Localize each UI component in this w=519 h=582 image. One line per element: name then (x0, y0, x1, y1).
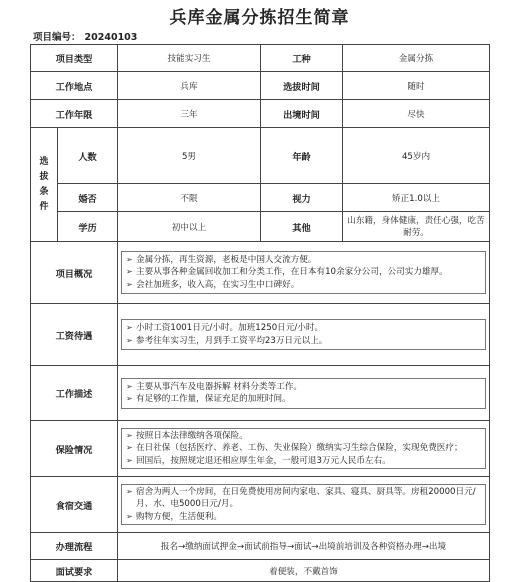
row-term (31, 100, 490, 128)
project-number (33, 29, 137, 43)
interview-value: 着便装，不戴首饰 (118, 560, 490, 582)
arrow-bullet-icon: ➢ (126, 254, 133, 264)
value-headcount: 5男 (118, 128, 261, 184)
row-marriage (31, 184, 490, 212)
overview-box (121, 251, 486, 295)
label-process: 办理流程 (31, 533, 118, 560)
value-job-type: 金属分拣 (343, 45, 490, 72)
arrow-bullet-icon: ➢ (126, 443, 133, 453)
list-item: ➢ 主要从事汽车及电器拆解 材料分类等工作。 (126, 381, 303, 392)
arrow-bullet-icon: ➢ (126, 455, 133, 465)
project-number-label: 项目编号： (33, 32, 81, 43)
salary-box (121, 319, 486, 350)
value-marriage: 不限 (118, 184, 261, 212)
row-insurance (31, 421, 490, 477)
row-location (31, 72, 490, 100)
label-insurance: 保险情况 (31, 421, 118, 477)
row-interview (31, 560, 490, 582)
value-departure-time: 尽快 (343, 100, 490, 128)
value-term: 三年 (118, 100, 261, 128)
arrow-bullet-icon: ➢ (126, 323, 133, 332)
recruitment-table (30, 44, 490, 582)
arrow-bullet-icon: ➢ (126, 511, 133, 521)
housing-content (118, 477, 490, 533)
value-vision: 矫正1.0以上 (343, 184, 490, 212)
label-overview: 项目概况 (31, 242, 118, 304)
label-housing: 食宿交通 (31, 477, 118, 533)
overview-content (118, 242, 490, 304)
value-other: 山东籍，身体健康，责任心强，吃苦耐劳。 (343, 212, 490, 242)
label-job: 工作描述 (31, 366, 118, 421)
row-project-type (31, 45, 490, 72)
arrow-bullet-icon: ➢ (126, 335, 133, 345)
value-project-type: 技能实习生 (118, 45, 261, 72)
list-item: ➢ 回国后，按照规定退还相应厚生年金，一般可退3万元人民币左右。 (126, 455, 391, 466)
value-location: 兵库 (118, 72, 261, 100)
list-item: ➢ 在日社保（包括医疗、养老、工伤、失业保险）缴纳实习生综合保险，实现免费医疗； (126, 443, 463, 454)
label-selection-time: 选拔时间 (261, 72, 343, 100)
row-job (31, 366, 490, 421)
row-process (31, 533, 490, 560)
insurance-box (121, 428, 486, 470)
list-item: ➢ 购物方便，生活便利。 (126, 511, 222, 522)
list-item: ➢ 小时工资1001日元/小时。加班1250日元/小时。 (126, 323, 324, 333)
label-job-type: 工种 (261, 45, 343, 72)
arrow-bullet-icon: ➢ (126, 267, 133, 277)
selection-conditions-label: 选 拔 条 件 (31, 128, 58, 242)
salary-content (118, 304, 490, 366)
label-departure-time: 出境时间 (261, 100, 343, 128)
arrow-bullet-icon: ➢ (126, 394, 133, 403)
label-salary: 工资待遇 (31, 304, 118, 366)
list-item: ➢ 宿舍为两人一个房间，在日免费使用房间内家电、家具、寝具、厨具等。房租20000日元/月、水、电5000日元/月。 (126, 486, 476, 510)
arrow-bullet-icon: ➢ (126, 430, 133, 440)
label-education: 学历 (58, 212, 118, 242)
row-housing (31, 477, 490, 533)
list-item: ➢ 按照日本法律缴纳各项保险。 (126, 430, 248, 441)
insurance-content (118, 421, 490, 477)
list-item: ➢ 会社加班多，收入高，在实习生中口碑好。 (126, 279, 300, 290)
project-number-value: 20240103 (84, 32, 138, 43)
row-salary (31, 304, 490, 366)
process-value: 报名→缴纳面试押金→面试前指导→面试→出境前培训及各种资格办理→出境 (118, 533, 490, 560)
page-title: 兵库金属分拣招生简章 (169, 8, 350, 28)
row-overview (31, 242, 490, 304)
label-project-type: 项目类型 (31, 45, 118, 72)
label-location: 工作地点 (31, 72, 118, 100)
value-age: 45岁内 (343, 128, 490, 184)
arrow-bullet-icon: ➢ (126, 381, 133, 391)
label-marriage: 婚否 (58, 184, 118, 212)
list-item: ➢ 主要从事各种金属回收加工和分类工作，在日本有10余家分公司，公司实力雄厚。 (126, 267, 448, 278)
label-term: 工作年限 (31, 100, 118, 128)
job-box (121, 378, 486, 409)
list-item: ➢ 金属分拣，再生资源，老板是中国人交流方便。 (126, 254, 317, 265)
row-headcount (31, 128, 490, 184)
label-other: 其他 (261, 212, 343, 242)
list-item: ➢ 参考往年实习生，月到手工资平均23万日元以上。 (126, 335, 328, 346)
housing-box (121, 484, 486, 526)
row-education (31, 212, 490, 242)
label-vision: 视力 (261, 184, 343, 212)
arrow-bullet-icon: ➢ (126, 486, 133, 496)
label-age: 年龄 (261, 128, 343, 184)
label-interview: 面试要求 (31, 560, 118, 582)
list-item: ➢ 有足够的工作量，保证充足的加班时间。 (126, 394, 291, 404)
label-headcount: 人数 (58, 128, 118, 184)
value-education: 初中以上 (118, 212, 261, 242)
arrow-bullet-icon: ➢ (126, 279, 133, 289)
job-content (118, 366, 490, 421)
value-selection-time: 随时 (343, 72, 490, 100)
